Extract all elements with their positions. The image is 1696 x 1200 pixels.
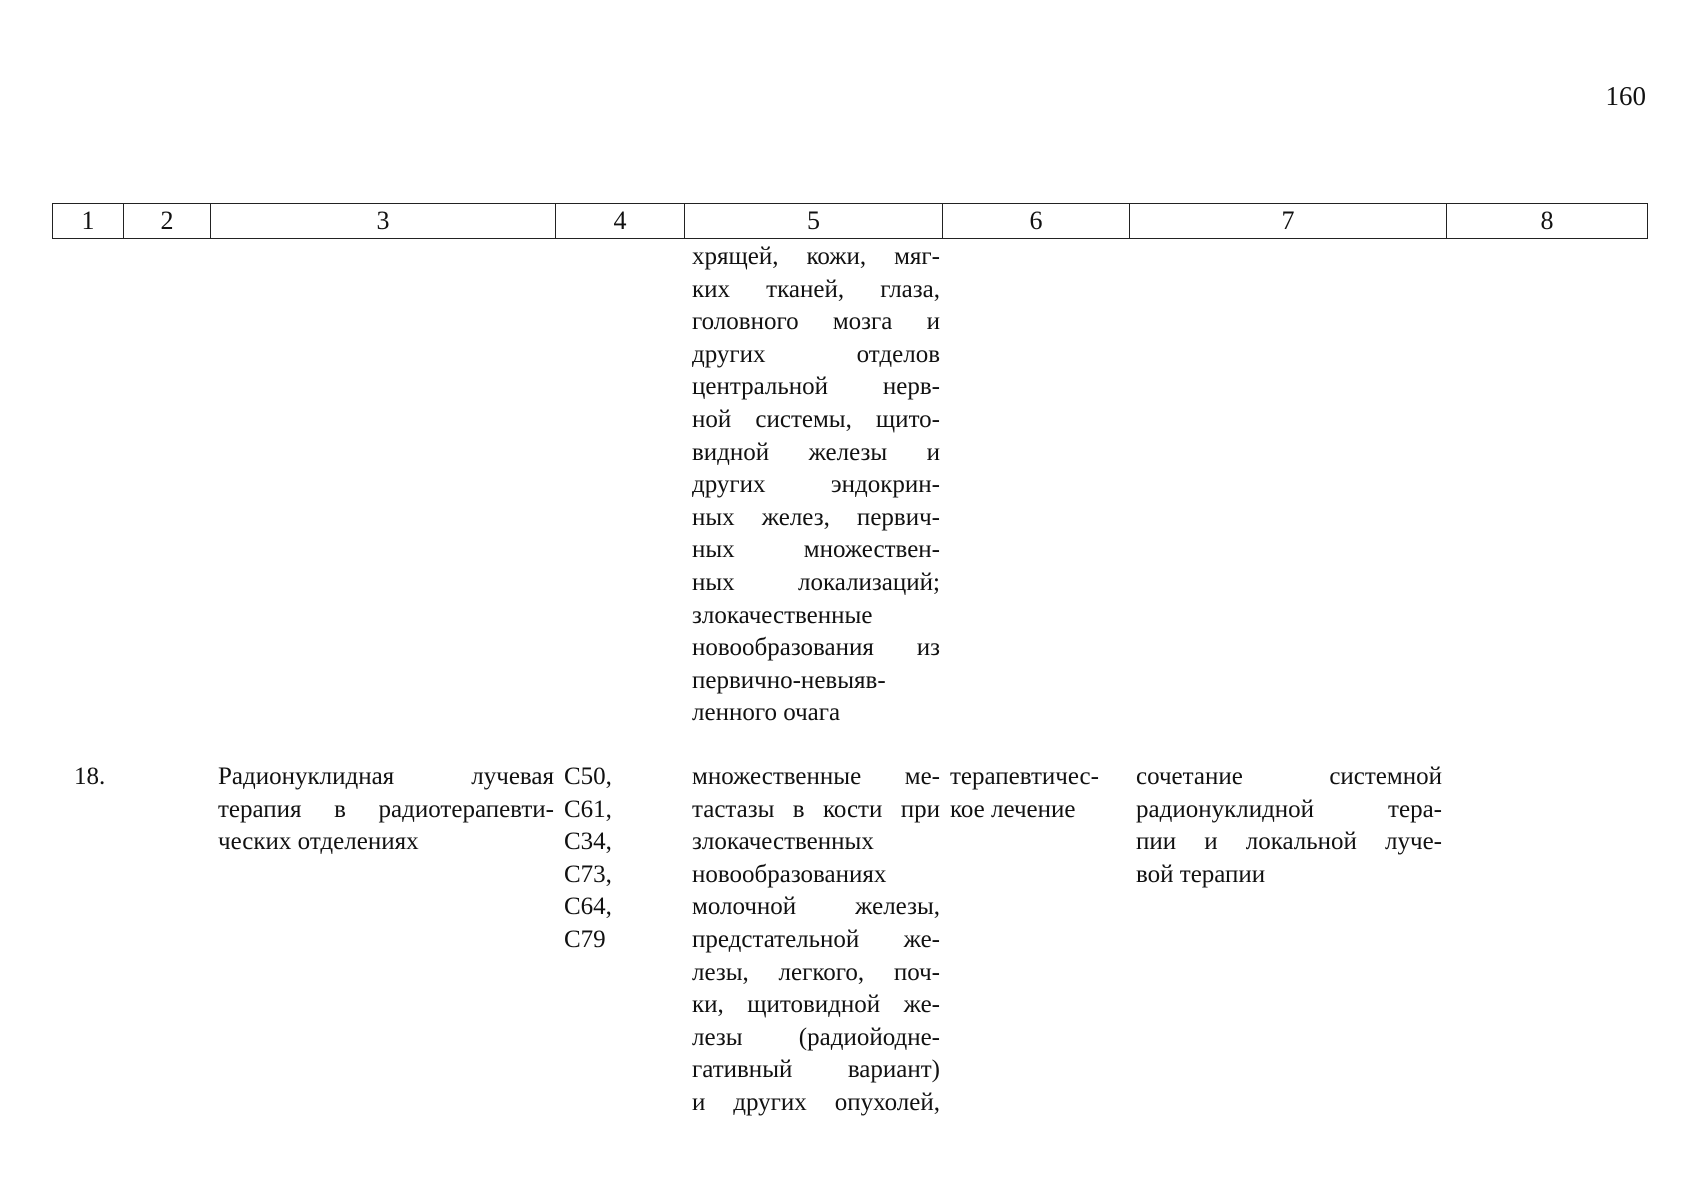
text-line: кое лечение: [950, 795, 1076, 823]
text-line: других отделов: [692, 340, 940, 368]
row18-col3-cell: [218, 761, 554, 859]
icd-code: C64,: [564, 893, 612, 921]
text-line: предстательной же-: [692, 925, 940, 953]
text-line: множественные ме-: [692, 763, 940, 790]
text-line: пии и локальной луче-: [1136, 828, 1442, 856]
text-line: ких тканей, глаза,: [692, 275, 940, 303]
text-line: первично-невыяв-: [692, 666, 886, 694]
text-line: гативный вариант): [692, 1056, 940, 1084]
icd-code: C34,: [564, 828, 612, 856]
text-line: ки, щитовидной же-: [692, 991, 940, 1019]
icd-code: C73,: [564, 860, 612, 888]
text-line: хрящей, кожи, мяг-: [692, 243, 940, 270]
header-col-8: 8: [1540, 206, 1554, 235]
icd-code: C61,: [564, 795, 612, 823]
text-line: злокачественных: [692, 828, 874, 856]
text-line: видной железы и: [692, 438, 940, 466]
table-header-row: [52, 203, 1648, 239]
text-line: центральной нерв-: [692, 373, 940, 401]
text-line: лезы, легкого, поч-: [692, 958, 940, 986]
row18-col7-cell: [1136, 761, 1442, 891]
text-line: сочетание системной: [1136, 763, 1442, 790]
header-col-3: 3: [211, 204, 556, 238]
text-line: ной системы, щито-: [692, 405, 940, 433]
text-line: ных локализаций;: [692, 568, 940, 596]
text-line: радионуклидной тера-: [1136, 795, 1442, 823]
text-line: ных желез, первич-: [692, 503, 940, 531]
text-line: Радионуклидная лучевая: [218, 763, 554, 790]
row-number: 18.: [74, 763, 106, 790]
header-col-4: 4: [556, 204, 685, 238]
page-number: 160: [1605, 81, 1646, 111]
icd-code: C50,: [564, 763, 612, 790]
text-line: новообразования из: [692, 634, 940, 662]
text-line: злокачественные: [692, 601, 873, 629]
text-line: тастазы в кости при: [692, 795, 940, 823]
text-line: молочной железы,: [692, 893, 940, 921]
row18-col6-cell: [950, 761, 1122, 826]
text-line: головного мозга и: [692, 308, 940, 336]
text-line: ных множествен-: [692, 536, 940, 564]
text-line: новообразованиях: [692, 860, 887, 888]
text-line: вой терапии: [1136, 860, 1266, 888]
text-line: и других опухолей,: [692, 1088, 940, 1116]
text-line: лезы (радиойодне-: [692, 1023, 940, 1051]
header-col-6: 6: [943, 204, 1130, 238]
header-col-2: 2: [124, 204, 211, 238]
icd-code: C79: [564, 925, 606, 953]
text-line: терапевтичес-: [950, 763, 1099, 790]
text-line: ленного очага: [692, 699, 841, 727]
header-col-7: 7: [1130, 204, 1447, 238]
text-line: ческих отделениях: [218, 828, 419, 856]
header-col-5: 5: [685, 204, 943, 238]
text-line: других эндокрин-: [692, 471, 940, 499]
row18-col5-cell: [692, 761, 940, 1120]
row18-col4-cell: [564, 761, 628, 957]
header-col-1: 1: [53, 204, 124, 238]
continuation-col5-cell: [692, 241, 940, 730]
text-line: терапия в радиотерапевти-: [218, 795, 554, 823]
